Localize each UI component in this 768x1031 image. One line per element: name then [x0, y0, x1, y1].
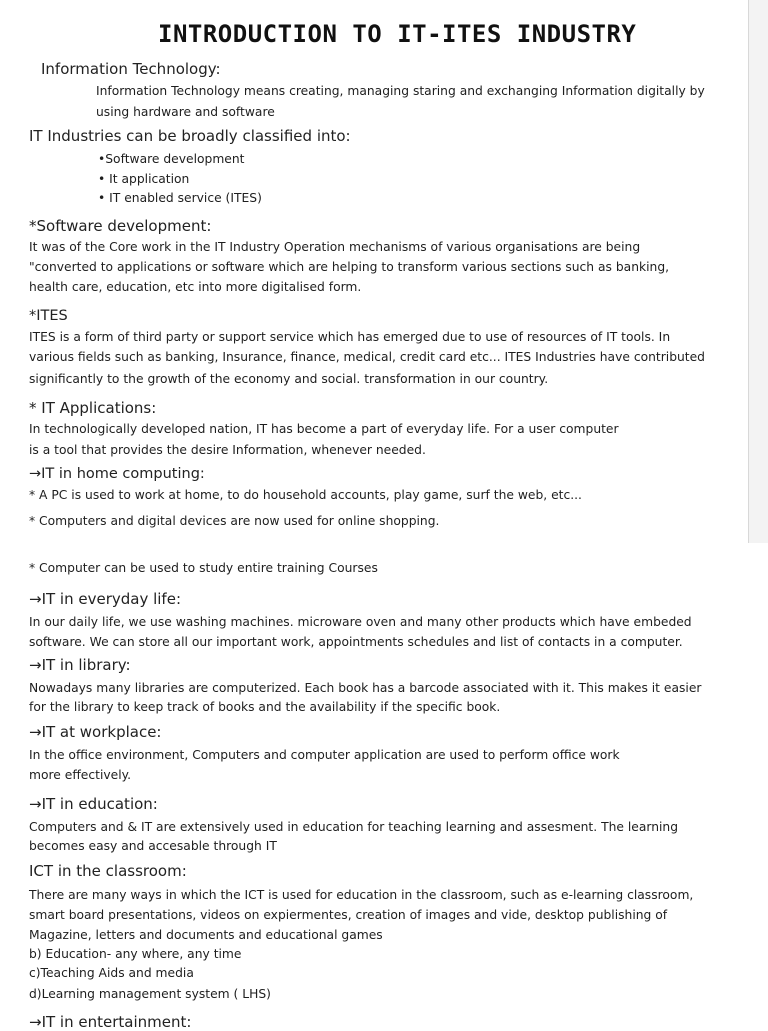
paragraph-line: Computers and & IT are extensively used in education for teaching learning and assesment. The learning [29, 820, 679, 834]
section-heading-ites: *ITES [29, 308, 68, 324]
paragraph-line: using hardware and software [96, 105, 275, 119]
paragraph-line: health care, education, etc into more digitalised form. [29, 280, 362, 294]
document-title: INTRODUCTION TO IT-ITES INDUSTRY [158, 20, 637, 48]
paragraph-line: more effectively. [29, 768, 132, 782]
section-heading-library: →IT in library: [29, 656, 131, 674]
list-item: •Software development [98, 152, 245, 166]
paragraph-line: becomes easy and accesable through IT [29, 839, 277, 853]
paragraph-line: Information Technology means creating, managing staring and exchanging Information digitally by [96, 84, 705, 98]
list-item: • It application [98, 172, 190, 186]
section-heading-home-computing: →IT in home computing: [29, 466, 205, 482]
paragraph-line: * A PC is used to work at home, to do household accounts, play game, surf the web, etc... [29, 488, 582, 502]
section-heading-education: →IT in education: [29, 795, 158, 813]
paragraph-line: software. We can store all our important work, appointments schedules and list of contacts in a computer. [29, 635, 683, 649]
document-page-bottom [0, 543, 768, 1031]
paragraph-line: "converted to applications or software which are helping to transform various sections such as banking, [29, 260, 670, 274]
paragraph-line: Nowadays many libraries are computerized. Each book has a barcode associated with it. This makes it easier [29, 681, 702, 695]
section-heading-it-applications: * IT Applications: [29, 399, 157, 417]
section-heading-software-development: *Software development: [29, 217, 212, 235]
list-item: d)Learning management system ( LHS) [29, 987, 271, 1001]
section-heading-classification: IT Industries can be broadly classified into: [29, 127, 351, 145]
paragraph-line: In the office environment, Computers and computer application are used to perform office work [29, 748, 620, 762]
paragraph-line: ITES is a form of third party or support service which has emerged due to use of resources of IT tools. In [29, 330, 671, 344]
list-item: c)Teaching Aids and media [29, 966, 194, 980]
document-page-top [8, 0, 749, 543]
section-heading-information-technology: Information Technology: [41, 60, 221, 78]
paragraph-line: * Computer can be used to study entire training Courses [29, 561, 378, 575]
paragraph-line: * Computers and digital devices are now used for online shopping. [29, 514, 440, 528]
paragraph-line: Magazine, letters and documents and educational games [29, 928, 383, 942]
paragraph-line: is a tool that provides the desire Information, whenever needed. [29, 443, 426, 457]
section-heading-workplace: →IT at workplace: [29, 723, 162, 741]
section-heading-ict-classroom: ICT in the classroom: [29, 862, 187, 880]
paragraph-line: There are many ways in which the ICT is used for education in the classroom, such as e-learning classroom, [29, 888, 694, 902]
paragraph-line: In our daily life, we use washing machines. microware oven and many other products which have embeded [29, 615, 692, 629]
paragraph-line: In technologically developed nation, IT has become a part of everyday life. For a user computer [29, 422, 619, 436]
section-heading-everyday-life: →IT in everyday life: [29, 590, 181, 608]
paragraph-line: smart board presentations, videos on expiermentes, creation of images and vide, desktop publishing of [29, 908, 668, 922]
list-item: • IT enabled service (ITES) [98, 191, 262, 205]
section-heading-entertainment: →IT in entertainment: [29, 1013, 192, 1031]
paragraph-line: various fields such as banking, Insurance, finance, medical, credit card etc... ITES Industries have contributed [29, 350, 705, 364]
paragraph-line: for the library to keep track of books and the availability if the specific book. [29, 700, 501, 714]
paragraph-line: significantly to the growth of the economy and social. transformation in our country. [29, 372, 549, 386]
list-item: b) Education- any where, any time [29, 947, 242, 961]
page-gap [748, 0, 768, 543]
paragraph-line: It was of the Core work in the IT Industry Operation mechanisms of various organisations are being [29, 240, 641, 254]
